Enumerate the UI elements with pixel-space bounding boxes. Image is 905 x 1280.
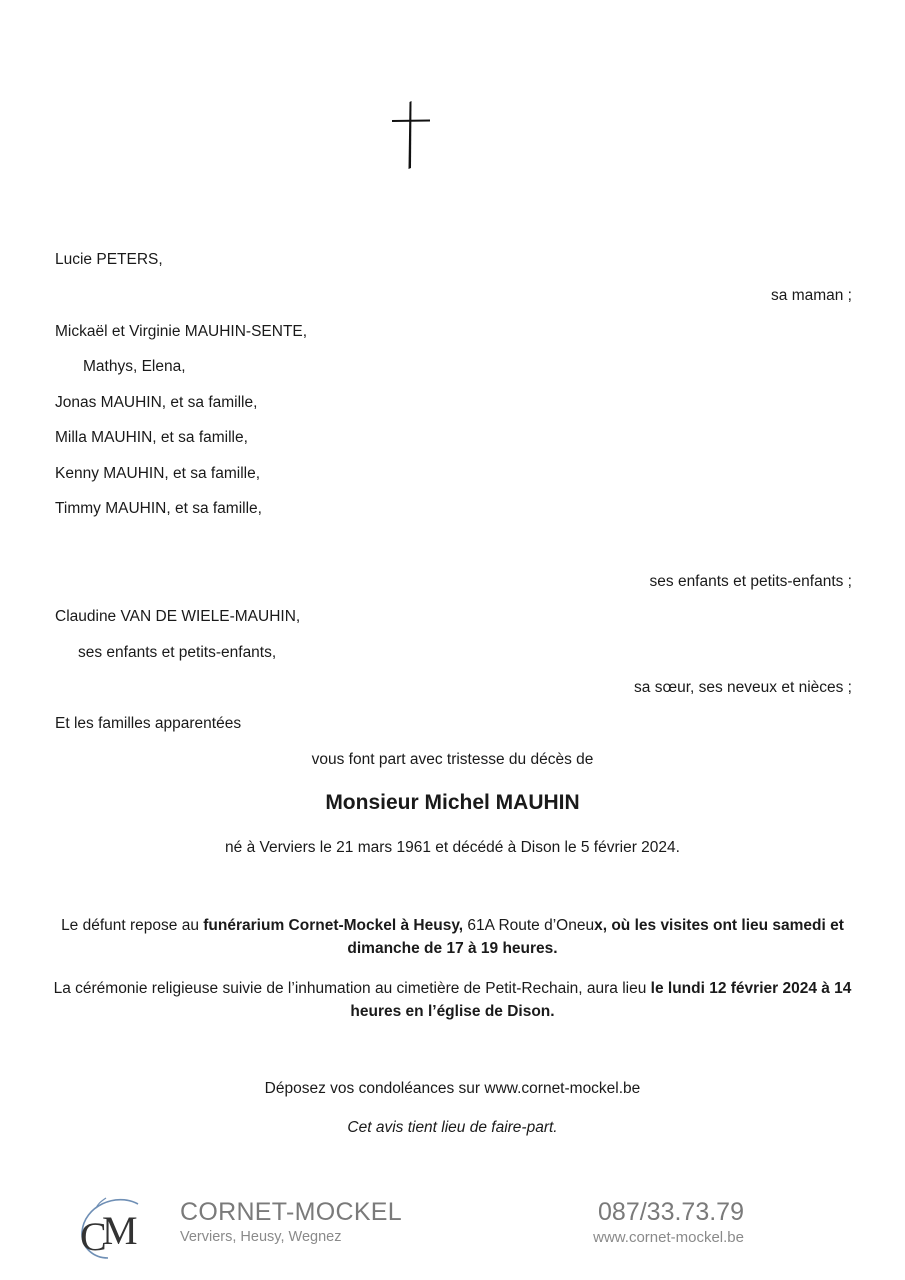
- mother-name: Lucie PETERS,: [55, 251, 163, 268]
- cornet-mockel-logo: [76, 1196, 162, 1262]
- related-families: Et les familles apparentées: [55, 715, 242, 732]
- ceremony-date-place: le lundi 12 février 2024 à 14 heures en l’église de Dison.: [350, 980, 852, 1020]
- child-line: Mickaël et Virginie MAUHIN-SENTE,: [55, 323, 308, 340]
- visitation-hours: x, où les visites ont lieu samedi et dimanche de 17 à 19 heures.: [347, 917, 844, 957]
- footer-website[interactable]: www.cornet-mockel.be: [593, 1229, 744, 1246]
- visitation-text: Le défunt repose au: [61, 917, 204, 934]
- children-role: ses enfants et petits-enfants ;: [649, 573, 852, 590]
- child-line: Milla MAUHIN, et sa famille,: [55, 429, 248, 446]
- sister-role: sa sœur, ses neveux et nièces ;: [634, 679, 852, 696]
- footer-phone: 087/33.73.79: [598, 1198, 744, 1226]
- child-line: Timmy MAUHIN, et sa famille,: [55, 500, 262, 517]
- birth-death-line: né à Verviers le 21 mars 1961 et décédé à Dison le 5 février 2024.: [225, 839, 680, 856]
- ceremony-text: La cérémonie religieuse suivie de l’inhumation au cimetière de Petit-Rechain, aura lieu: [53, 980, 651, 997]
- svg-text:C: C: [80, 1214, 107, 1259]
- ceremony-paragraph: [50, 977, 855, 1023]
- child-line: Jonas MAUHIN, et sa famille,: [55, 394, 258, 411]
- sister-name: Claudine VAN DE WIELE-MAUHIN,: [55, 608, 301, 625]
- condolences-line: Déposez vos condoléances sur www.cornet-mockel.be: [264, 1080, 641, 1097]
- child-line: Kenny MAUHIN, et sa famille,: [55, 465, 261, 482]
- mother-role: sa maman ;: [771, 287, 852, 304]
- footer-brand: CORNET-MOCKEL: [180, 1198, 402, 1226]
- sister-family: ses enfants et petits-enfants,: [78, 644, 277, 661]
- visitation-address: 61A Route d’Oneu: [463, 917, 595, 934]
- visitation-place: funérarium Cornet-Mockel à Heusy,: [203, 917, 464, 934]
- faire-part-notice: Cet avis tient lieu de faire-part.: [347, 1119, 558, 1136]
- visitation-paragraph: [50, 914, 855, 960]
- svg-text:M: M: [102, 1208, 138, 1253]
- announcement-intro: vous font part avec tristesse du décès de: [311, 751, 594, 768]
- grandchildren-line: Mathys, Elena,: [83, 358, 186, 375]
- deceased-name: Monsieur Michel MAUHIN: [325, 791, 580, 814]
- latin-cross-icon: [390, 100, 432, 170]
- footer-locations: Verviers, Heusy, Wegnez: [180, 1229, 342, 1245]
